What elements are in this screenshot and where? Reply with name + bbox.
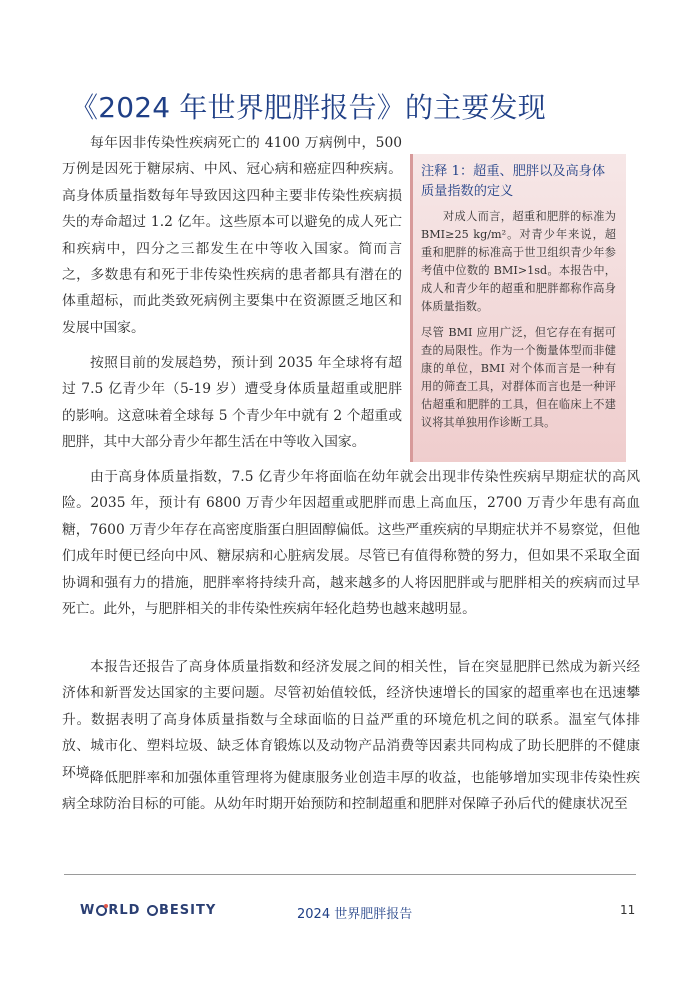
body-paragraph-3: 由于高身体质量指数，7.5 亿青少年将面临在幼年就会出现非传染性疾病早期症状的高风险。2035 年，预计有 6800 万青少年因超重或肥胖而患上高血压，2700 万青少年患有高血糖，7600 万青少年存在高密度脂蛋白胆固醇偏低。这些严重疾病的早期症状并不易察觉，但他们成年时便已经向中风、糖尿病和心脏病发展。尽管已有值得称赞的努力，但如果不采取全面协调和强有力的措施，肥胖率将持续升高，越来越多的人将因肥胖或与肥胖相关的疾病而过早死亡。此外，与肥胖相关的非传染性疾病年轻化趋势也越来越明显。 xyxy=(62,469,640,618)
footer-report-title: 2024 世界肥胖报告 xyxy=(297,907,413,922)
definition-note-box xyxy=(410,154,626,462)
note-title: 注释 1：超重、肥胖以及高身体质量指数的定义 xyxy=(421,164,606,199)
logo-o-dot-icon xyxy=(96,905,107,916)
logo-text-w: W xyxy=(80,903,96,918)
body-paragraph-1: 每年因非传染性疾病死亡的 4100 万病例中，500 万例是因死于糖尿病、中风、冠心病和癌症四种疾病。高身体质量指数每年导致因这四种主要非传染性疾病损失的寿命超过 1.2 亿年。这些原本可以避免的成人死亡和疾病中，四分之三都发生在中等收入国家。简而言之，多数患有和死于非传染性疾病的患者都具有潜在的体重超标，而此类致死病例主要集中在资源匮乏地区和发展中国家。 xyxy=(62,135,402,336)
note-paragraph-1: 对成人而言，超重和肥胖的标准为 BMI≥25 kg/m²。对青少年来说，超重和肥胖的标准高于世卫组织青少年参考值中位数的 BMI>1sd。本报告中，成人和青少年的超重和肥胖都称作高身体质量指数。 xyxy=(421,210,616,313)
page-title: 《2024 年世界肥胖报告》的主要发现 xyxy=(70,91,546,124)
logo-text-rld: RLD xyxy=(108,903,146,918)
world-obesity-logo xyxy=(80,903,216,918)
body-paragraph-4: 本报告还报告了高身体质量指数和经济发展之间的相关性，旨在突显肥胖已然成为新兴经济体和新晋发达国家的主要问题。尽管初始值较低，经济快速增长的国家的超重率也在迅速攀升。数据表明了高身体质量指数与全球面临的日益严重的环境危机之间的联系。温室气体排放、城市化、塑料垃圾、缺乏体育锻炼以及动物产品消费等因素共同构成了助长肥胖的不健康环境。 xyxy=(62,659,640,781)
note-paragraph-2: 尽管 BMI 应用广泛，但它存在有据可查的局限性。作为一个衡量体型而非健康的单位，BMI 对个体而言是一种有用的筛查工具，对群体而言也是一种评估超重和肥胖的工具，但在临床上不建议将其单独用作诊断工具。 xyxy=(421,326,616,429)
logo-o-icon xyxy=(147,905,158,916)
logo-text-besity: BESITY xyxy=(158,903,217,918)
page-number: 11 xyxy=(620,903,636,917)
body-paragraph-5: 降低肥胖率和加强体重管理将为健康服务业创造丰厚的收益，也能够增加实现非传染性疾病全球防治目标的可能。从幼年时期开始预防和控制超重和肥胖对保障子孙后代的健康状况至 xyxy=(62,770,640,813)
footer-divider xyxy=(64,874,636,875)
body-paragraph-2: 按照目前的发展趋势，预计到 2035 年全球将有超过 7.5 亿青少年（5-19 岁）遭受身体质量超重或肥胖的影响。这意味着全球每 5 个青少年中就有 2 个超重或肥胖，其中大部分青少年都生活在中等收入国家。 xyxy=(62,355,402,451)
